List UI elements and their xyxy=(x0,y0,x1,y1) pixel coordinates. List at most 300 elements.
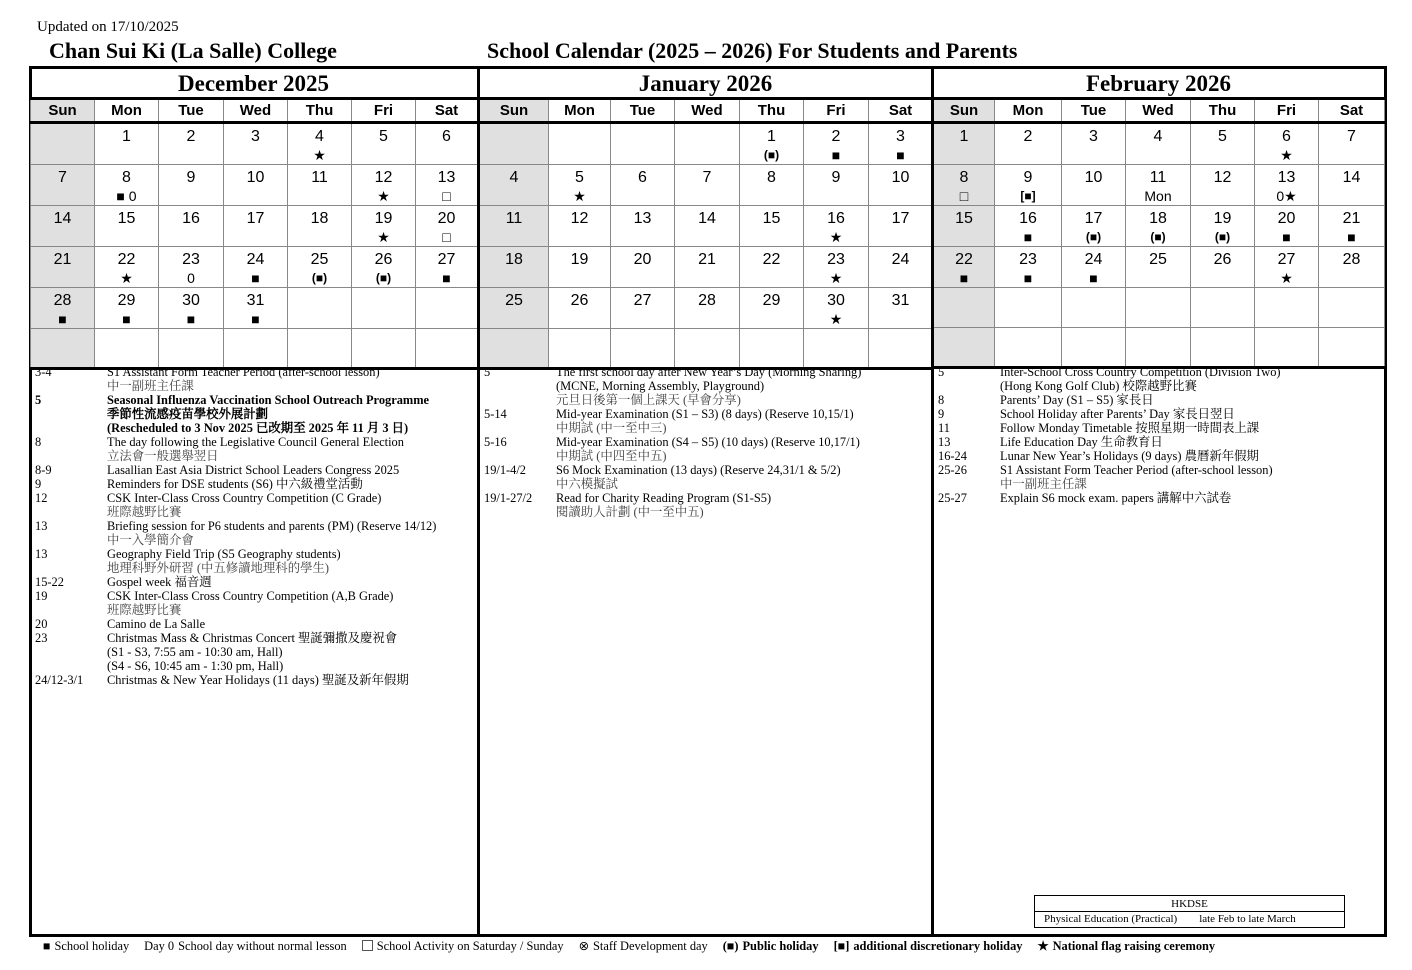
day-cell[interactable] xyxy=(352,206,416,247)
day-number: 24 xyxy=(891,251,910,268)
event-description xyxy=(1000,365,1386,393)
day-cell xyxy=(549,123,611,165)
day-cell xyxy=(352,329,416,369)
day-number: 3 xyxy=(251,128,260,145)
weekday-header-sun: Sun xyxy=(934,99,995,123)
event-item xyxy=(35,393,479,435)
day-cell xyxy=(1062,328,1126,368)
event-date: 8-9 xyxy=(35,463,52,477)
event-item xyxy=(35,547,479,575)
event-date: 8 xyxy=(938,393,945,407)
day-number: 26 xyxy=(1213,251,1232,268)
event-date: 5-14 xyxy=(484,407,507,421)
day-number: 31 xyxy=(246,292,265,309)
day-cell[interactable] xyxy=(288,123,352,165)
day-number: 23 xyxy=(1019,251,1037,268)
weekday-header-fri: Fri xyxy=(1255,99,1319,123)
event-date: 5-16 xyxy=(484,435,507,449)
events-list xyxy=(35,365,479,687)
day-cell[interactable] xyxy=(31,165,95,206)
public-holiday-icon: (■) xyxy=(375,271,392,285)
hkdse-box xyxy=(1034,895,1345,928)
day-cell xyxy=(675,329,740,369)
week-row xyxy=(934,123,1385,165)
day-cell[interactable] xyxy=(95,206,159,247)
day-cell[interactable] xyxy=(224,206,288,247)
hkdse-period: late Feb to late March xyxy=(1199,913,1296,925)
day-cell[interactable] xyxy=(480,288,549,329)
event-text-chinese: 季節性流感疫苗學校外展計劃 xyxy=(107,407,269,421)
day-cell[interactable] xyxy=(1126,247,1191,288)
day-number: 16 xyxy=(182,210,200,227)
day-cell[interactable] xyxy=(1319,165,1385,206)
school-holiday-icon: ■ xyxy=(1282,229,1291,245)
day-number: 14 xyxy=(1342,169,1361,186)
updated-date: Updated on 17/10/2025 xyxy=(37,19,179,35)
day-cell[interactable] xyxy=(1126,206,1191,247)
day-number: 22 xyxy=(955,251,973,268)
weekday-header-sun: Sun xyxy=(31,99,95,123)
day-cell[interactable] xyxy=(224,165,288,206)
event-description xyxy=(556,365,933,407)
school-activity-box-icon xyxy=(362,940,373,951)
event-item xyxy=(35,519,479,547)
day-cell[interactable] xyxy=(1191,165,1255,206)
day-cell[interactable] xyxy=(675,206,740,247)
legend-text: National flag raising ceremony xyxy=(1052,939,1216,953)
flag-raising-star-icon: ★ xyxy=(120,270,133,286)
event-description xyxy=(107,575,479,589)
weekday-header-sat: Sat xyxy=(869,99,933,123)
day-marker: 0★ xyxy=(1276,188,1297,204)
day-number: 30 xyxy=(827,292,845,309)
legend-item xyxy=(144,939,347,954)
event-text: S6 Mock Examination (13 days) (Reserve 24,31/1 & 5/2) xyxy=(556,463,841,477)
day-cell[interactable] xyxy=(1191,123,1255,165)
event-date: 13 xyxy=(35,547,48,561)
day-cell[interactable] xyxy=(1319,206,1385,247)
week-row xyxy=(31,288,478,329)
day-cell[interactable] xyxy=(1255,123,1319,165)
event-text-chinese: 中期試 (中一至中三) xyxy=(556,421,667,435)
event-date: 24/12-3/1 xyxy=(35,673,84,687)
weekday-header-sat: Sat xyxy=(416,99,478,123)
day-cell[interactable] xyxy=(934,123,995,165)
day-cell[interactable] xyxy=(159,247,224,288)
day-cell[interactable] xyxy=(611,206,675,247)
day-cell[interactable] xyxy=(480,247,549,288)
day-number: 25 xyxy=(505,292,523,309)
event-item xyxy=(938,449,1386,463)
month-grid xyxy=(479,97,933,370)
legend-text: Staff Development day xyxy=(593,939,708,953)
event-text-chinese: 中期試 (中四至中五) xyxy=(556,449,667,463)
event-text: CSK Inter-Class Cross Country Competition (C Grade) xyxy=(107,491,382,505)
day-cell[interactable] xyxy=(549,206,611,247)
day-number: 10 xyxy=(891,169,910,186)
school-holiday-icon: ■ xyxy=(1347,229,1356,245)
day-cell xyxy=(869,329,933,369)
event-text: S1 Assistant Form Teacher Period (after-school lesson) xyxy=(107,365,380,379)
event-item xyxy=(938,435,1386,449)
day-cell[interactable] xyxy=(549,288,611,329)
day-number: 8 xyxy=(122,169,131,186)
day-cell xyxy=(740,329,804,369)
weekday-header-wed: Wed xyxy=(1126,99,1191,123)
day-cell[interactable] xyxy=(288,206,352,247)
day-number: 21 xyxy=(698,251,716,268)
day-cell[interactable] xyxy=(31,206,95,247)
week-row xyxy=(31,165,478,206)
day-cell xyxy=(1319,288,1385,328)
school-activity-box-icon: □ xyxy=(442,188,451,204)
weekday-header-tue: Tue xyxy=(159,99,224,123)
event-description xyxy=(107,393,479,435)
day-number: 4 xyxy=(509,169,519,186)
school-name: Chan Sui Ki (La Salle) College xyxy=(49,38,337,63)
school-holiday-icon: ■ xyxy=(896,147,905,163)
legend-text: School Activity on Saturday / Sunday xyxy=(376,939,564,953)
event-item xyxy=(35,491,479,519)
day-number: 19 xyxy=(1213,210,1232,227)
day-cell[interactable] xyxy=(675,165,740,206)
hkdse-row xyxy=(1035,912,1344,927)
school-holiday-icon: ■ xyxy=(442,270,451,286)
day-cell[interactable] xyxy=(95,288,159,329)
weekday-header-mon: Mon xyxy=(549,99,611,123)
day-cell[interactable] xyxy=(611,288,675,329)
day-cell[interactable] xyxy=(416,123,478,165)
day-number: 28 xyxy=(53,292,72,309)
day-cell[interactable] xyxy=(159,288,224,329)
event-item xyxy=(484,407,933,435)
event-date: 25-27 xyxy=(938,491,967,505)
day-number: 7 xyxy=(702,169,712,186)
weekday-header-thu: Thu xyxy=(740,99,804,123)
day-number: 18 xyxy=(1149,210,1167,227)
day-number: 13 xyxy=(1277,169,1296,186)
day-number: 11 xyxy=(505,210,523,227)
flag-raising-star-icon: ★ xyxy=(829,270,843,286)
weekday-header-tue: Tue xyxy=(1062,99,1126,123)
event-text-chinese: 班際越野比賽 xyxy=(107,505,182,519)
day-cell[interactable] xyxy=(1319,123,1385,165)
day-cell[interactable] xyxy=(1255,206,1319,247)
day-cell[interactable] xyxy=(804,206,869,247)
day-cell[interactable] xyxy=(804,288,869,329)
day-cell[interactable] xyxy=(224,288,288,329)
event-date: 5 xyxy=(938,365,945,379)
day-cell[interactable] xyxy=(352,247,416,288)
day-cell[interactable] xyxy=(611,165,675,206)
day-number: 17 xyxy=(246,210,265,227)
school-holiday-icon: ■ xyxy=(43,939,51,953)
event-text: Camino de La Salle xyxy=(107,617,206,631)
event-text-chinese: (Rescheduled to 3 Nov 2025 已改期至 2025 年 11 月 3 日) xyxy=(107,421,409,435)
day-cell[interactable] xyxy=(288,165,352,206)
day-number: 12 xyxy=(1213,169,1232,186)
calendar-title: School Calendar (2025 – 2026) For Students and Parents xyxy=(487,38,1018,63)
event-text: School Holiday after Parents’ Day 家長日翌日 xyxy=(1000,407,1235,421)
day-number: 19 xyxy=(374,210,393,227)
flag-raising-star-icon: ★ xyxy=(313,147,326,163)
day-number: 21 xyxy=(1342,210,1361,227)
day-cell[interactable] xyxy=(159,123,224,165)
day-cell xyxy=(224,329,288,369)
day-number: 19 xyxy=(570,251,589,268)
week-row xyxy=(480,165,933,206)
event-description xyxy=(107,589,479,617)
day-cell[interactable] xyxy=(934,247,995,288)
event-text: (S4 - S6, 10:45 am - 1:30 pm, Hall) xyxy=(107,659,284,673)
event-description xyxy=(1000,393,1386,407)
day-number: 16 xyxy=(827,210,845,227)
day-number: 20 xyxy=(1277,210,1296,227)
staff-development-icon: ⊗ xyxy=(578,939,590,953)
weekday-header-mon: Mon xyxy=(95,99,159,123)
public-holiday-icon: (■) xyxy=(1085,230,1102,244)
day-cell[interactable] xyxy=(995,247,1062,288)
day-cell xyxy=(1126,288,1191,328)
week-row xyxy=(934,206,1385,247)
day-cell[interactable] xyxy=(224,247,288,288)
day-cell[interactable] xyxy=(1191,206,1255,247)
day-number: 6 xyxy=(442,128,451,145)
school-holiday-icon: ■ xyxy=(122,311,131,327)
day-cell[interactable] xyxy=(95,123,159,165)
day-cell[interactable] xyxy=(740,165,804,206)
day-cell xyxy=(549,329,611,369)
day-number: 22 xyxy=(762,251,781,268)
day-number: 14 xyxy=(53,210,72,227)
day-cell[interactable] xyxy=(288,247,352,288)
legend-text: School holiday xyxy=(54,939,130,953)
day-cell[interactable] xyxy=(1062,247,1126,288)
event-date: 19/1-27/2 xyxy=(484,491,533,505)
event-date: 5 xyxy=(35,393,42,407)
day-number: 20 xyxy=(437,210,456,227)
day-cell[interactable] xyxy=(1191,247,1255,288)
day-cell[interactable] xyxy=(352,123,416,165)
flag-raising-star-icon: ★ xyxy=(377,229,390,245)
day-cell[interactable] xyxy=(1062,206,1126,247)
event-item xyxy=(484,491,933,519)
week-row xyxy=(31,247,478,288)
event-text: Christmas & New Year Holidays (11 days) 聖誕及新年假期 xyxy=(107,673,409,687)
event-date: 11 xyxy=(938,421,950,435)
day-cell[interactable] xyxy=(1255,247,1319,288)
day-cell xyxy=(1126,328,1191,368)
day-cell[interactable] xyxy=(31,288,95,329)
day-cell[interactable] xyxy=(416,206,478,247)
event-text: Read for Charity Reading Program (S1-S5) xyxy=(556,491,772,505)
event-date: 25-26 xyxy=(938,463,967,477)
event-item xyxy=(938,393,1386,407)
legend-text: School day without normal lesson xyxy=(178,939,347,953)
day-cell[interactable] xyxy=(869,247,933,288)
flag-raising-star-icon: ★ xyxy=(1280,270,1293,286)
event-date: 9 xyxy=(938,407,945,421)
day-cell[interactable] xyxy=(480,206,549,247)
event-item xyxy=(35,463,479,477)
event-text: Christmas Mass & Christmas Concert 聖誕彌撒及慶祝會 xyxy=(107,631,398,645)
day-cell[interactable] xyxy=(869,206,933,247)
public-holiday-icon: (■) xyxy=(1214,230,1231,244)
school-holiday-icon: ■ xyxy=(1023,229,1033,245)
day-number: 13 xyxy=(437,169,456,186)
event-text: Mid-year Examination (S4 – S5) (10 days) (Reserve 10,17/1) xyxy=(556,435,860,449)
day-number: 3 xyxy=(1089,128,1098,145)
day-cell[interactable] xyxy=(1255,165,1319,206)
day-cell[interactable] xyxy=(352,165,416,206)
legend-item xyxy=(834,939,1023,954)
weekday-header-fri: Fri xyxy=(804,99,869,123)
day-number: 8 xyxy=(767,169,776,186)
event-description xyxy=(1000,435,1386,449)
day-cell[interactable] xyxy=(1062,123,1126,165)
day-cell[interactable] xyxy=(31,247,95,288)
event-item xyxy=(35,589,479,617)
day-cell[interactable] xyxy=(1126,123,1191,165)
event-item xyxy=(35,673,479,687)
day-number: 7 xyxy=(1347,128,1356,145)
day-cell[interactable] xyxy=(804,165,869,206)
day-cell[interactable] xyxy=(934,206,995,247)
day-cell[interactable] xyxy=(869,123,933,165)
school-holiday-icon: ■ xyxy=(251,311,260,327)
event-description xyxy=(107,491,479,519)
event-description xyxy=(107,519,479,547)
day-cell[interactable] xyxy=(1319,247,1385,288)
day-cell[interactable] xyxy=(611,247,675,288)
event-text: Mid-year Examination (S1 – S3) (8 days) (Reserve 10,15/1) xyxy=(556,407,854,421)
day-cell[interactable] xyxy=(159,206,224,247)
day-cell[interactable] xyxy=(995,123,1062,165)
day-cell[interactable] xyxy=(224,123,288,165)
day-number: 10 xyxy=(1084,169,1103,186)
school-holiday-icon: ■ xyxy=(186,311,196,327)
event-text: Reminders for DSE students (S6) 中六級禮堂活動 xyxy=(107,477,363,491)
day-cell[interactable] xyxy=(934,165,995,206)
day-cell[interactable] xyxy=(95,247,159,288)
week-row xyxy=(934,247,1385,288)
event-item xyxy=(938,407,1386,421)
day-number: 29 xyxy=(762,292,781,309)
day-zero-label: Day 0 xyxy=(144,939,175,953)
day-cell[interactable] xyxy=(804,123,869,165)
weekday-header-thu: Thu xyxy=(1191,99,1255,123)
day-cell[interactable] xyxy=(1126,165,1191,206)
weekday-header-thu: Thu xyxy=(288,99,352,123)
event-text-chinese: 中一副班主任課 xyxy=(107,379,194,393)
day-number: 24 xyxy=(1084,251,1103,268)
day-number: 9 xyxy=(1023,169,1033,186)
event-item xyxy=(938,365,1386,393)
event-date: 5 xyxy=(484,365,491,379)
day-cell[interactable] xyxy=(95,165,159,206)
day-cell[interactable] xyxy=(675,247,740,288)
legend-item xyxy=(362,939,564,954)
day-cell[interactable] xyxy=(804,247,869,288)
day-number: 4 xyxy=(1153,128,1163,145)
week-row xyxy=(480,288,933,329)
day-number: 12 xyxy=(570,210,589,227)
day-cell xyxy=(288,288,352,329)
legend-item xyxy=(579,938,708,954)
day-number: 18 xyxy=(505,251,523,268)
hkdse-title: HKDSE xyxy=(1035,896,1344,912)
day-cell[interactable] xyxy=(416,247,478,288)
school-activity-box-icon: □ xyxy=(442,229,451,245)
day-cell[interactable] xyxy=(869,165,933,206)
day-cell[interactable] xyxy=(1062,165,1126,206)
event-item xyxy=(938,421,1386,435)
day-number: 9 xyxy=(186,169,196,186)
day-cell xyxy=(804,329,869,369)
school-holiday-icon: ■ xyxy=(831,147,841,163)
day-cell[interactable] xyxy=(416,165,478,206)
month-divider xyxy=(477,66,480,937)
event-description xyxy=(1000,491,1386,505)
day-number: 27 xyxy=(633,292,652,309)
event-date: 20 xyxy=(35,617,48,631)
event-text: S1 Assistant Form Teacher Period (after-school lesson) xyxy=(1000,463,1273,477)
day-cell[interactable] xyxy=(159,165,224,206)
week-row xyxy=(480,247,933,288)
event-description xyxy=(556,407,933,435)
day-cell[interactable] xyxy=(740,206,804,247)
day-cell[interactable] xyxy=(480,165,549,206)
day-cell[interactable] xyxy=(740,247,804,288)
day-number: 25 xyxy=(310,251,329,268)
event-description xyxy=(107,631,479,673)
event-text: Seasonal Influenza Vaccination School Outreach Programme xyxy=(107,393,430,407)
event-item xyxy=(484,435,933,463)
day-number: 26 xyxy=(570,292,589,309)
day-number: 17 xyxy=(1084,210,1103,227)
day-cell[interactable] xyxy=(869,288,933,329)
day-cell[interactable] xyxy=(740,288,804,329)
day-cell[interactable] xyxy=(675,288,740,329)
day-cell xyxy=(1191,288,1255,328)
day-marker: ■ 0 xyxy=(116,188,137,204)
day-number: 17 xyxy=(891,210,910,227)
day-number: 28 xyxy=(1342,251,1361,268)
event-description xyxy=(107,617,479,631)
day-cell[interactable] xyxy=(995,206,1062,247)
event-text: CSK Inter-Class Cross Country Competition (A,B Grade) xyxy=(107,589,394,603)
day-cell[interactable] xyxy=(549,247,611,288)
weekday-header-fri: Fri xyxy=(352,99,416,123)
event-text-chinese: 元旦日後第一個上課天 (早會分享) xyxy=(556,393,741,407)
flag-raising-star-icon: ★ xyxy=(1037,939,1049,953)
week-row xyxy=(480,206,933,247)
public-holiday-icon: (■) xyxy=(722,939,739,953)
day-cell[interactable] xyxy=(740,123,804,165)
day-cell[interactable] xyxy=(549,165,611,206)
day-cell xyxy=(95,329,159,369)
day-cell xyxy=(416,329,478,369)
day-cell xyxy=(416,288,478,329)
legend-text: additional discretionary holiday xyxy=(853,939,1023,953)
event-item xyxy=(35,575,479,589)
week-row xyxy=(934,328,1385,368)
day-cell[interactable] xyxy=(995,165,1062,206)
event-text: (Hong Kong Golf Club) 校際越野比賽 xyxy=(1000,379,1197,393)
day-number: 1 xyxy=(122,128,131,145)
week-row xyxy=(31,329,478,369)
day-number: 6 xyxy=(638,169,647,186)
